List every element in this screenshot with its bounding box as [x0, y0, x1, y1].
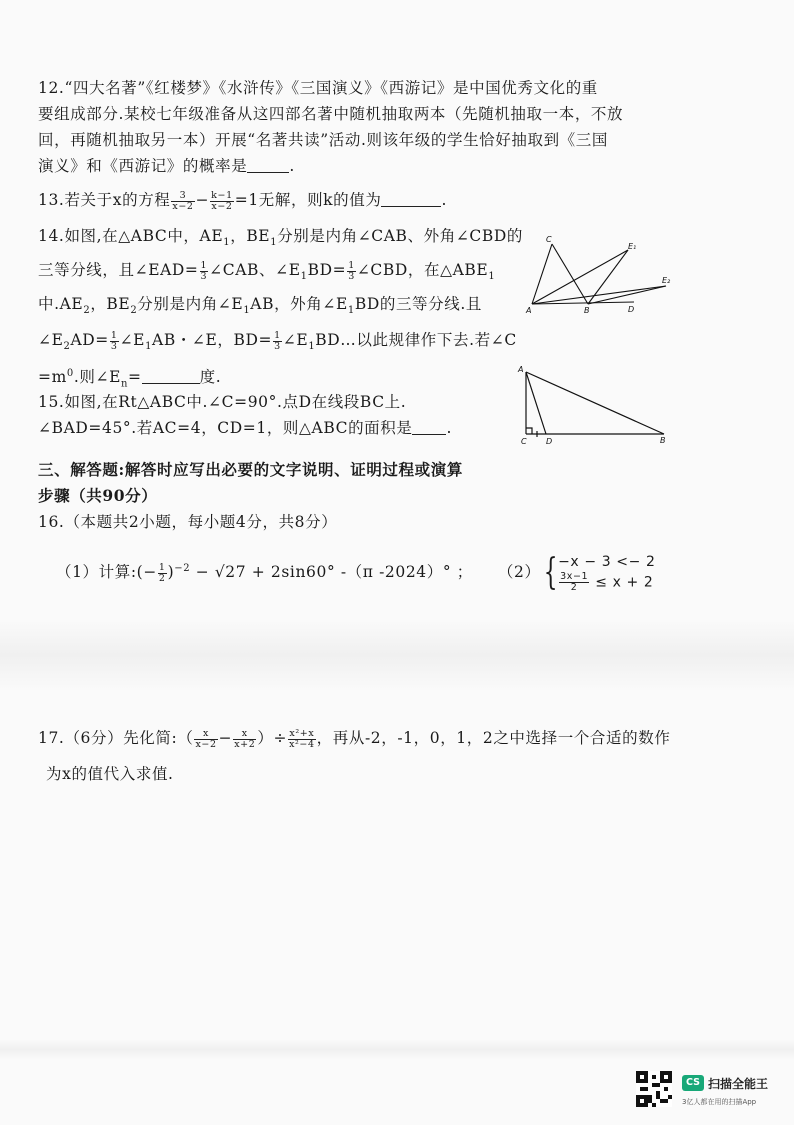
q13-rest: =1无解，则k的值为: [234, 191, 382, 209]
fraction: [110, 331, 119, 352]
frac-den: x+2: [234, 738, 256, 750]
q17-line2: 为x的值代入求值.: [46, 765, 174, 783]
watermark-subtitle: 3亿人都在用的扫描App: [682, 1098, 757, 1106]
fraction: [194, 729, 217, 750]
q13-prefix: 13.若关于x的方程: [38, 191, 171, 209]
q14-text: 分别是内角∠E: [137, 295, 244, 313]
q17-line1: [38, 728, 670, 750]
frac-num: 3: [171, 191, 194, 202]
section-3-heading-line2: 步骤（共90分）: [38, 486, 158, 505]
q14-text: AB，外角∠E: [250, 295, 348, 313]
q14-text: BD的三等分线.且: [354, 295, 482, 313]
frac-num: x: [233, 729, 256, 740]
q16-text: − √27 + 2sin60° -（π -2024）° ；: [190, 563, 473, 581]
fraction: [171, 191, 194, 212]
answer-blank[interactable]: [412, 420, 446, 435]
q12-line2: 要组成部分.某校七年级准备从这四部名著中随机抽取两本（先随机抽取一本，不放: [38, 105, 624, 123]
scan-shadow: [0, 620, 794, 690]
subscript: 1: [270, 237, 278, 249]
frac-den: 2: [570, 582, 578, 593]
q16-text: ): [167, 563, 175, 581]
q14-text: ∠CBD，在△ABE: [356, 261, 489, 279]
frac-den: 3: [110, 340, 118, 352]
q17-text: ）÷: [257, 729, 288, 747]
q14-text: =: [128, 368, 142, 387]
brace: {: [543, 552, 558, 593]
q12-line4: [38, 156, 295, 176]
fraction: [347, 261, 356, 282]
segment-ad: [526, 372, 546, 434]
frac-num: 1: [348, 259, 355, 271]
minus-sign: −: [218, 729, 233, 747]
q12-line3: 回，再随机抽取另一本）开展“名著共读”活动.则该年级的学生恰好抽取到《三国: [38, 131, 608, 149]
subscript: 1: [347, 305, 355, 317]
answer-blank[interactable]: [381, 192, 441, 207]
q14-text: .则∠E: [73, 368, 121, 387]
q14-text: BD…以此规律作下去.若∠C: [315, 331, 517, 349]
inequality-2: [558, 572, 655, 593]
fraction: [200, 261, 209, 282]
subscript: 1: [488, 271, 496, 283]
label-b: B: [660, 436, 666, 445]
figure-q14: [524, 234, 674, 314]
q14-line3: [38, 294, 482, 321]
q12-text: 演义》和《西游记》的概率是: [38, 157, 248, 175]
camscanner-logo: CS: [682, 1075, 704, 1091]
subscript: 1: [243, 305, 251, 317]
frac-num: 1: [110, 329, 118, 341]
inequality-1: −x − 3 <− 2: [558, 554, 656, 570]
q12-line1: 12.“四大名著”《红楼梦》《水浒传》《三国演义》《西游记》是中国优秀文化的重: [38, 79, 598, 97]
q14-text: ∠CAB、∠E: [209, 261, 301, 279]
label-c: C: [521, 437, 527, 446]
q14-text: AB・∠E，BD=: [152, 331, 273, 349]
frac-den: 2: [158, 572, 166, 584]
q12-period: .: [289, 157, 295, 175]
answer-blank[interactable]: [142, 369, 200, 384]
frac-den: 3: [348, 270, 355, 282]
label-e1: E₁: [628, 242, 637, 251]
fraction: [559, 572, 589, 593]
subscript: 1: [308, 341, 316, 353]
label-d: D: [628, 305, 635, 314]
q13-end: .: [441, 191, 448, 209]
minus-sign: −: [195, 191, 210, 209]
subscript: 1: [223, 237, 231, 249]
q17-text: 17.（6分）先化简:（: [38, 729, 194, 747]
q14-line5: [38, 364, 221, 394]
frac-num: k−1: [211, 189, 233, 201]
label-b: B: [584, 306, 590, 314]
subscript: 2: [63, 341, 71, 353]
q15-line2: [38, 418, 452, 438]
frac-den: x−2: [172, 200, 194, 212]
label-a: A: [518, 365, 524, 374]
q14-text: 三等分线，且∠EAD=: [38, 261, 199, 279]
frac-num: x: [194, 729, 217, 740]
frac-num: x²+x: [289, 727, 315, 739]
frac-num: 1: [274, 329, 281, 341]
fraction: [288, 729, 316, 750]
inequality-system: [558, 553, 655, 593]
frac-den: x−2: [195, 738, 217, 750]
frac-num: 1: [200, 259, 208, 271]
subscript: 2: [83, 305, 91, 317]
scan-shadow: [0, 1040, 794, 1060]
frac-num: 3x−1: [560, 571, 589, 582]
q14-text: 度.: [199, 368, 222, 387]
q14-line1: [38, 226, 523, 253]
q17-text: ，再从-2，-1，0，1，2之中选择一个合适的数作: [316, 729, 671, 747]
q16-header: 16.（本题共2小题，每小题4分，共8分）: [38, 513, 338, 531]
subscript: 1: [300, 271, 308, 283]
q15-line1: 15.如图,在Rt△ABC中.∠C=90°.点D在线段BC上.: [38, 393, 407, 411]
q15-text: ∠BAD=45°.若AC=4，CD=1，则△ABC的面积是: [38, 419, 413, 437]
label-c: C: [546, 235, 552, 244]
qr-code-icon: [636, 1071, 672, 1107]
side-ab: [526, 372, 664, 434]
q14-text: BD=: [307, 261, 347, 279]
q14-text: AD=: [70, 331, 109, 349]
frac-den: x²−4: [289, 738, 315, 750]
q14-text: ，BE: [230, 227, 271, 245]
q14-text: ∠E: [282, 331, 309, 349]
q14-line4: [38, 330, 517, 357]
fraction: [273, 331, 282, 352]
label-d: D: [546, 437, 553, 446]
q14-text: 14.如图,在△ABC中，AE: [38, 227, 224, 245]
q14-text: =m: [38, 368, 67, 387]
segment-ae1: [532, 250, 628, 304]
subscript: 2: [130, 305, 138, 317]
answer-blank[interactable]: [247, 158, 289, 173]
label-a: A: [526, 306, 532, 314]
superscript: −2: [174, 562, 191, 574]
subscript: 1: [145, 341, 153, 353]
subscript: n: [121, 378, 129, 390]
side-cb: [552, 244, 588, 304]
q14-text: ∠E: [38, 331, 64, 349]
q14-text: ∠E: [119, 331, 146, 349]
frac-den: 3: [200, 270, 208, 282]
q14-line2: [38, 260, 495, 287]
q16-text: （2）: [497, 563, 541, 581]
section-3-heading-line1: 三、解答题:解答时应写出必要的文字说明、证明过程或演算: [38, 460, 463, 479]
q15-text: .: [446, 419, 453, 437]
fraction: [233, 729, 256, 750]
q13-line: [38, 190, 447, 212]
superscript: 0: [66, 368, 74, 379]
frac-num: 1: [158, 561, 166, 573]
q16-text: ≤ x + 2: [590, 574, 654, 591]
fraction: [210, 191, 234, 212]
figure-q15: [512, 362, 672, 446]
watermark-title: 扫描全能王: [708, 1077, 769, 1091]
q16-text: （1）计算:(−: [56, 563, 157, 581]
fraction: [158, 563, 167, 584]
label-e2: E₂: [662, 276, 671, 285]
frac-den: x−2: [211, 200, 233, 212]
q16-parts: [56, 553, 656, 593]
q14-text: 分别是内角∠CAB、外角∠CBD的: [277, 227, 523, 245]
right-angle-mark: [526, 428, 532, 434]
q14-text: 中.AE: [38, 295, 84, 313]
frac-den: 3: [274, 340, 281, 352]
q14-text: ，BE: [90, 295, 131, 313]
